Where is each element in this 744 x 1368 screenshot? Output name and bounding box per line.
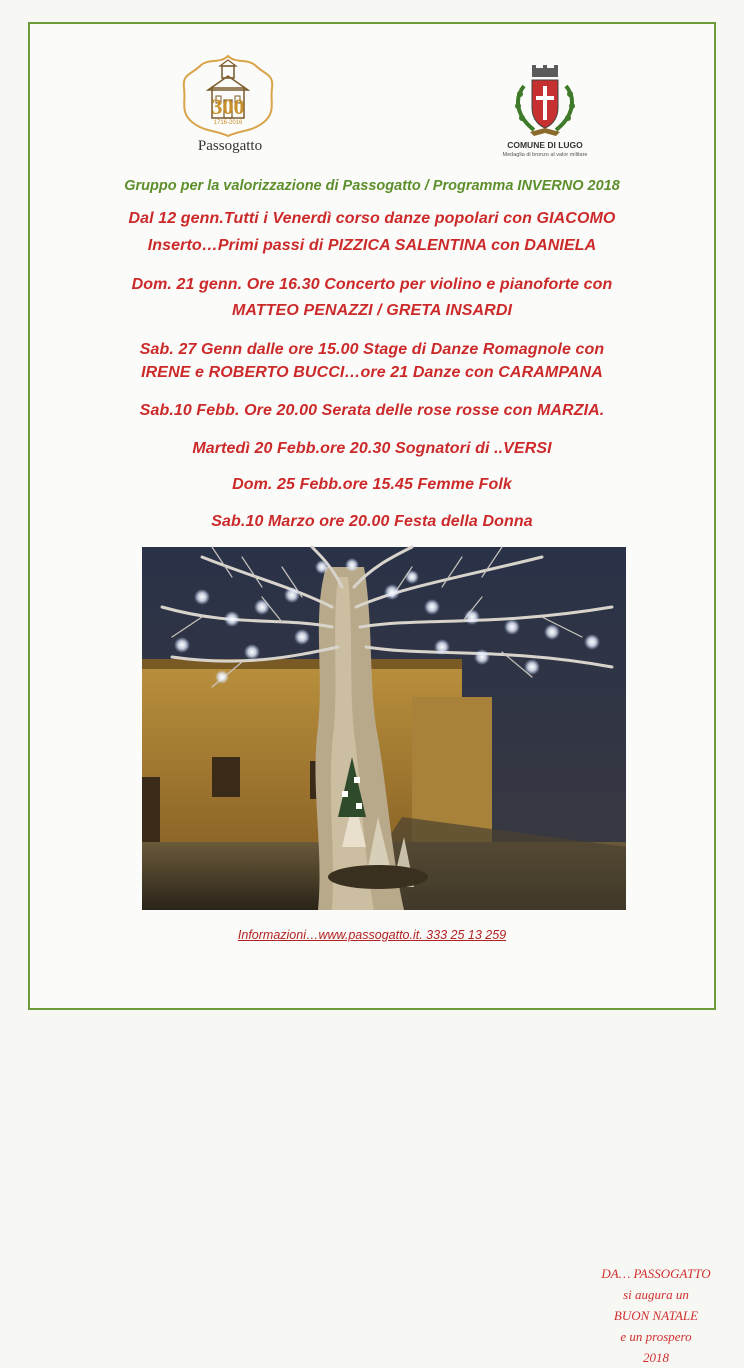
event-line: MATTEO PENAZZI / GRETA INSARDI: [231, 302, 513, 319]
greeting-line: e un prospero: [620, 1329, 692, 1344]
event-line: IRENE e ROBERTO BUCCI…ore 21 Danze con CARAMPANA: [141, 364, 603, 381]
logo-name: Passogatto: [197, 138, 263, 154]
event-line: Sab. 27 Genn dalle ore 15.00 Stage di Danze Romagnole con: [139, 341, 605, 358]
comune-di-lugo-logo: [500, 64, 590, 164]
coat-of-arms-icon: [500, 64, 590, 140]
logo-number: 300: [211, 94, 245, 119]
event-line: Sab.10 Febb. Ore 20.00 Serata delle rose rosse con MARZIA.: [139, 402, 605, 419]
greeting-line: BUON NATALE: [613, 1308, 699, 1323]
building-leaf-logo-icon: [178, 52, 278, 140]
program-subtitle: Gruppo per la valorizzazione di Passogatto / Programma INVERNO 2018: [124, 178, 620, 194]
medal-text: Medaglia di bronzo al valor militare: [502, 152, 588, 158]
event-line: Dal 12 genn.Tutti i Venerdì corso danze popolari con GIACOMO: [128, 210, 616, 227]
event-line: Dom. 25 Febb.ore 15.45 Femme Folk: [232, 476, 512, 493]
event-line: Martedì 20 Febb.ore 20.30 Sognatori di ..VERSI: [192, 440, 552, 457]
greeting-line: si augura un: [623, 1287, 689, 1302]
event-line: Dom. 21 genn. Ore 16.30 Concerto per violino e pianoforte con: [131, 276, 613, 293]
event-line: Sab.10 Marzo ore 20.00 Festa della Donna: [211, 513, 533, 530]
christmas-greeting: [588, 1263, 724, 1368]
greeting-line: DA… PASSOGATTO: [601, 1266, 711, 1281]
passogatto-logo: [178, 52, 278, 162]
logo-years: 1716-2016: [213, 120, 243, 126]
event-line: Inserto…Primi passi di PIZZICA SALENTINA con DANIELA: [147, 237, 597, 254]
info-contact[interactable]: Informazioni…www.passogatto.it. 333 25 13 259: [237, 928, 507, 942]
greeting-line: 2018: [643, 1350, 669, 1365]
comune-label: COMUNE DI LUGO: [507, 140, 583, 150]
illuminated-tree-image: [142, 547, 626, 910]
